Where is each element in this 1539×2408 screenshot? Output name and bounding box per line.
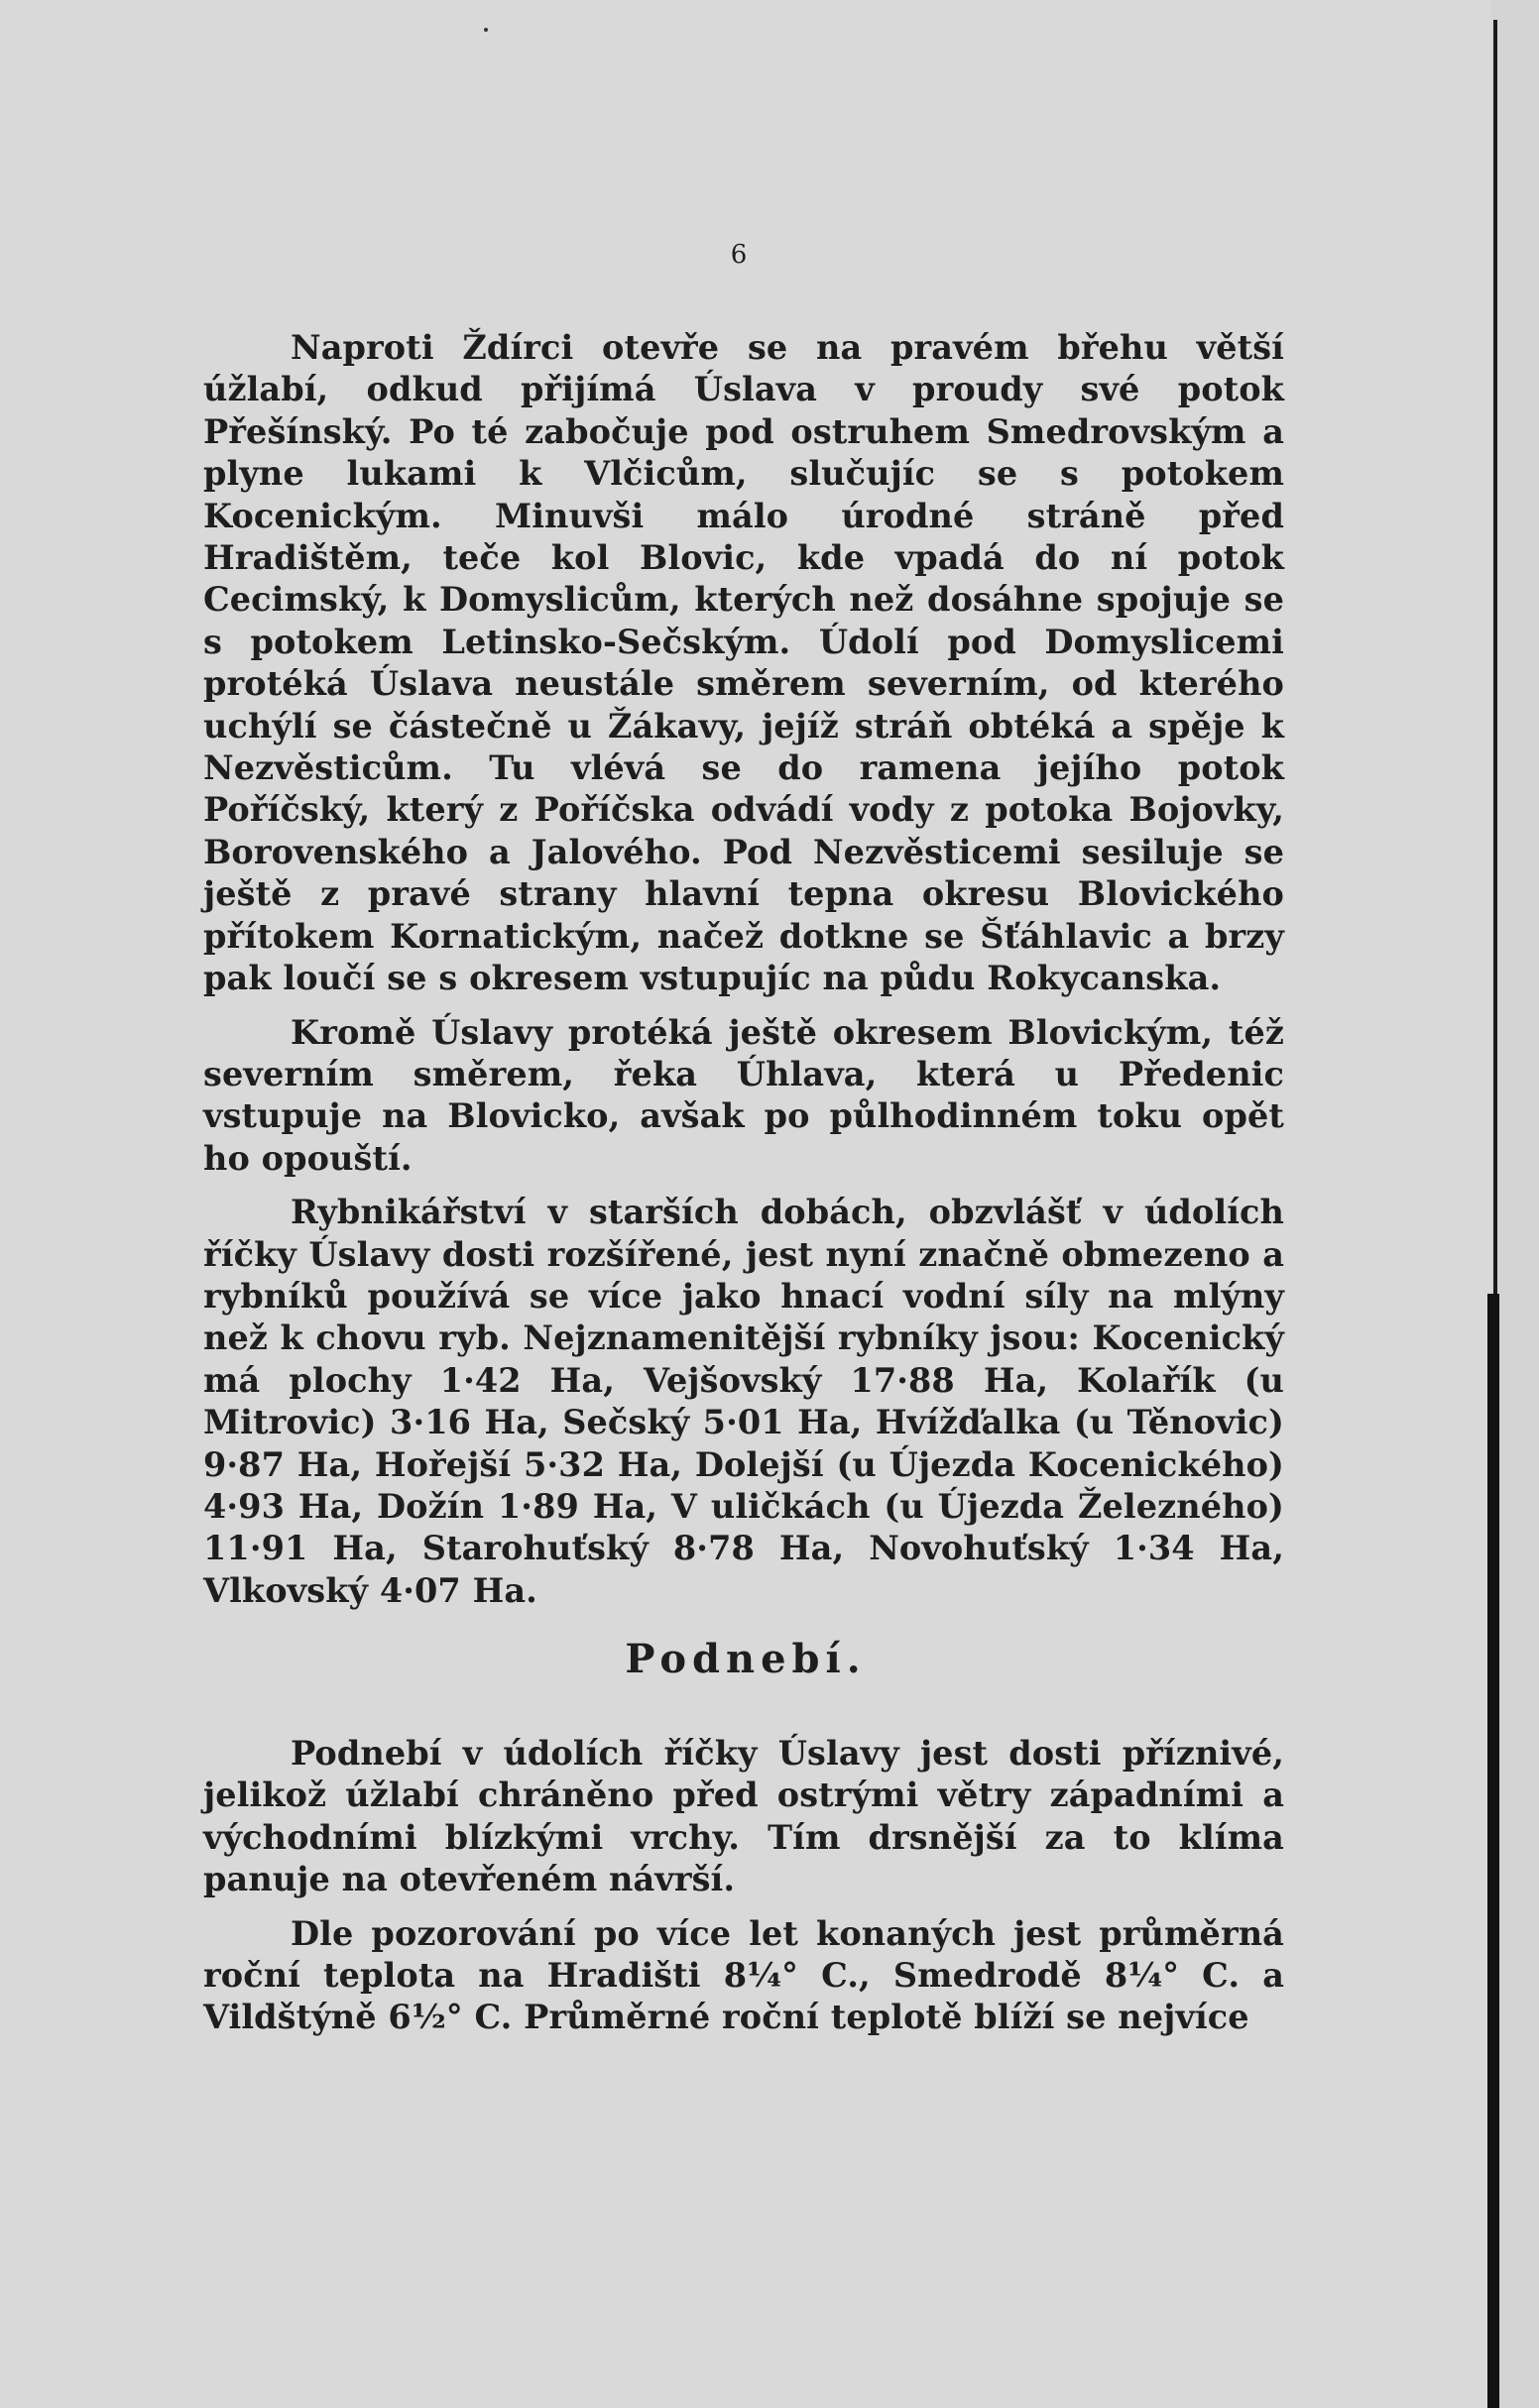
- paragraph-uhlava: Kromě Úslavy protéká ještě okresem Blovickým, též severním směrem, řeka Úhlava, která u Předenic vstupuje na Blovicko, avšak po půlhodinném toku opět ho opouští.: [203, 1012, 1284, 1178]
- ink-speck: [484, 28, 488, 32]
- body-section-rivers: [203, 327, 1284, 1612]
- paragraph-uslava-course: Naproti Ždírci otevře se na pravém břehu větší úžlabí, odkud přijímá Úslava v proudy své potok Přešínský. Po té zabočuje pod ostruhem Smedrovským a plyne lukami k Vlčicům, slučujíc se s potokem Kocenickým. Minuvši málo úrodné stráně před Hradištěm, teče kol Blovic, kde vpadá do ní potok Cecimský, k Domyslicům, kterých než dosáhne spojuje se s potokem Letinsko-Sečským. Údolí pod Domyslicemi protéká Úslava neustále směrem severním, od kterého uchýlí se částečně u Žákavy, jejíž stráň obtéká a spěje k Nezvěsticům. Tu vlévá se do ramena jejího potok Poříčský, který z Poříčska odvádí vody z potoka Bojovky, Borovenského a Jalového. Pod Nezvěsticemi sesiluje se ještě z pravé strany hlavní tepna okresu Blovického přítokem Kornatickým, načež dotkne se Šťáhlavic a brzy pak loučí se s okresem vstupujíc na půdu Rokycanska.: [203, 328, 1284, 998]
- paragraph-temperatures: Dle pozorování po více let konaných jest průměrná roční teplota na Hradišti 8¼° C., Smedrodě 8¼° C. a Vildštýně 6½° C. Průměrné roční teplotě blíží se nejvíce: [203, 1913, 1284, 2037]
- page-number: 6: [730, 240, 748, 270]
- paragraph-climate-intro: Podnebí v údolích říčky Úslavy jest dosti příznivé, jelikož úžlabí chráněno před ostrými větry západními a východními blízkými vrchy. Tím drsnější za to klíma panuje na otevřeném návrší.: [203, 1734, 1284, 1899]
- paragraph-ponds: Rybnikářství v starších dobách, obzvlášť v údolích říčky Úslavy dosti rozšířené, jest nyní značně obmezeno a rybníků používá se více jako hnací vodní síly na mlýny než k chovu ryb. Nejznamenitější rybníky jsou: Kocenický má plochy 1·42 Ha, Vejšovský 17·88 Ha, Kolařík (u Mitrovic) 3·16 Ha, Sečský 5·01 Ha, Hvížďalka (u Těnovic) 9·87 Ha, Hořejší 5·32 Ha, Dolejší (u Újezda Kocenického) 4·93 Ha, Dožín 1·89 Ha, V uličkách (u Újezda Železného) 11·91 Ha, Starohuťský 8·78 Ha, Novohuťský 1·34 Ha, Vlkovský 4·07 Ha.: [203, 1193, 1284, 1610]
- page-edge-shadow: [1487, 1294, 1499, 2408]
- section-heading-climate: Podnebí.: [625, 1636, 867, 1682]
- body-section-climate: [203, 1733, 1284, 2039]
